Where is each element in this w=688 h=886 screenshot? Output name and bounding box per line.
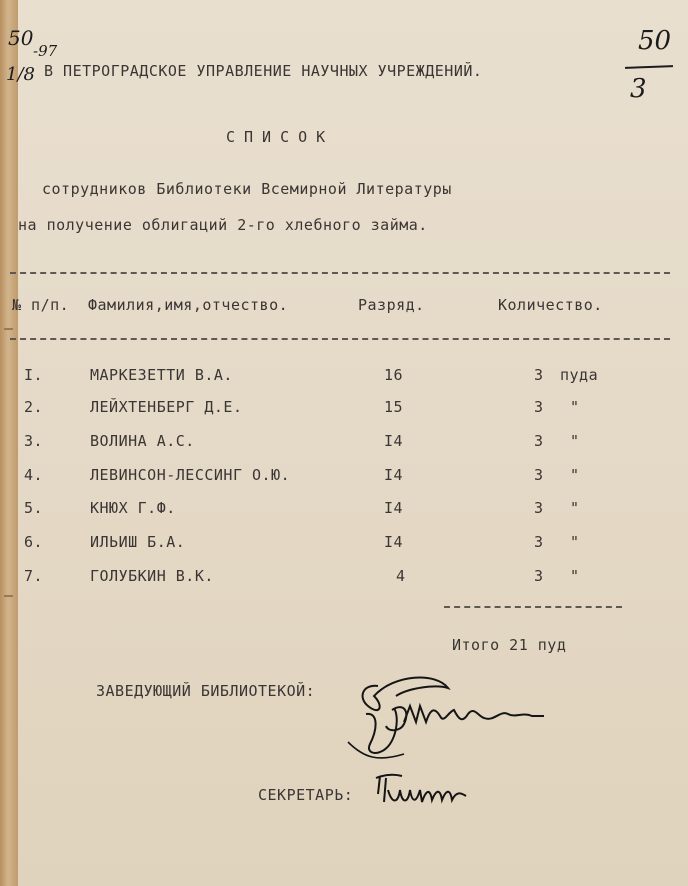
secretary-signature-label: СЕКРЕТАРЬ: <box>258 786 354 804</box>
row-number: 4. <box>24 466 44 484</box>
row-quantity: 3 <box>534 499 544 517</box>
binding-edge <box>0 0 18 886</box>
row-number: 7. <box>24 567 44 585</box>
row-unit: " <box>570 499 580 517</box>
row-unit: " <box>570 466 580 484</box>
folio-number: 3 <box>630 74 647 104</box>
row-name: МАРКЕЗЕТТИ В.А. <box>90 366 233 384</box>
column-header-rank: Разряд. <box>358 296 425 314</box>
row-name: ЛЕЙХТЕНБЕРГ Д.Е. <box>90 398 243 416</box>
table-rule <box>10 338 670 340</box>
row-unit: " <box>570 398 580 416</box>
row-quantity: 3 <box>534 533 544 551</box>
binding-notch <box>4 328 13 330</box>
document-subtitle: сотрудников Библиотеки Всемирной Литературы <box>42 180 452 198</box>
row-unit: " <box>570 567 580 585</box>
addressee: В ПЕТРОГРАДСКОЕ УПРАВЛЕНИЕ НАУЧНЫХ УЧРЕЖДЕНИЙ. <box>44 62 483 80</box>
column-header-num: № п/п. <box>12 296 70 314</box>
row-rank: 15 <box>384 398 404 416</box>
row-rank: I4 <box>384 533 404 551</box>
row-quantity: 3 <box>534 398 544 416</box>
row-name: ЛЕВИНСОН-ЛЕССИНГ О.Ю. <box>90 466 291 484</box>
head-signature <box>344 666 554 774</box>
row-unit: пуда <box>560 366 599 384</box>
row-name: ГОЛУБКИН В.К. <box>90 567 214 585</box>
row-quantity: 3 <box>534 567 544 585</box>
row-rank: 4 <box>396 567 406 585</box>
row-name: ВОЛИНА А.С. <box>90 432 195 450</box>
row-quantity: 3 <box>534 432 544 450</box>
folio-number: 50 <box>638 26 672 56</box>
row-unit: " <box>570 533 580 551</box>
row-number: I. <box>24 366 44 384</box>
archive-mark: 1/8 <box>6 64 35 85</box>
binding-notch <box>4 595 13 597</box>
total: Итого 21 пуд <box>452 636 567 654</box>
row-rank: I4 <box>384 499 404 517</box>
row-name: ИЛЬИШ Б.А. <box>90 533 186 551</box>
row-rank: I4 <box>384 432 404 450</box>
row-number: 5. <box>24 499 44 517</box>
total-rule <box>444 606 622 608</box>
row-number: 3. <box>24 432 44 450</box>
archive-mark: 50 <box>8 26 34 50</box>
column-header-name: Фамилия,имя,отчество. <box>88 296 289 314</box>
row-number: 2. <box>24 398 44 416</box>
row-unit: " <box>570 432 580 450</box>
table-rule <box>10 272 670 274</box>
row-quantity: 3 <box>534 366 544 384</box>
secretary-signature <box>372 766 482 816</box>
head-signature-label: ЗАВЕДУЮЩИЙ БИБЛИОТЕКОЙ: <box>96 682 316 700</box>
document-subtitle: на получение облигаций 2-го хлебного займа. <box>18 216 428 234</box>
column-header-qty: Количество. <box>498 296 603 314</box>
row-number: 6. <box>24 533 44 551</box>
row-name: КНЮХ Г.Ф. <box>90 499 176 517</box>
row-quantity: 3 <box>534 466 544 484</box>
row-rank: I4 <box>384 466 404 484</box>
document-title: СПИСОК <box>226 128 335 146</box>
archive-mark: -97 <box>33 42 58 60</box>
row-rank: 16 <box>384 366 404 384</box>
